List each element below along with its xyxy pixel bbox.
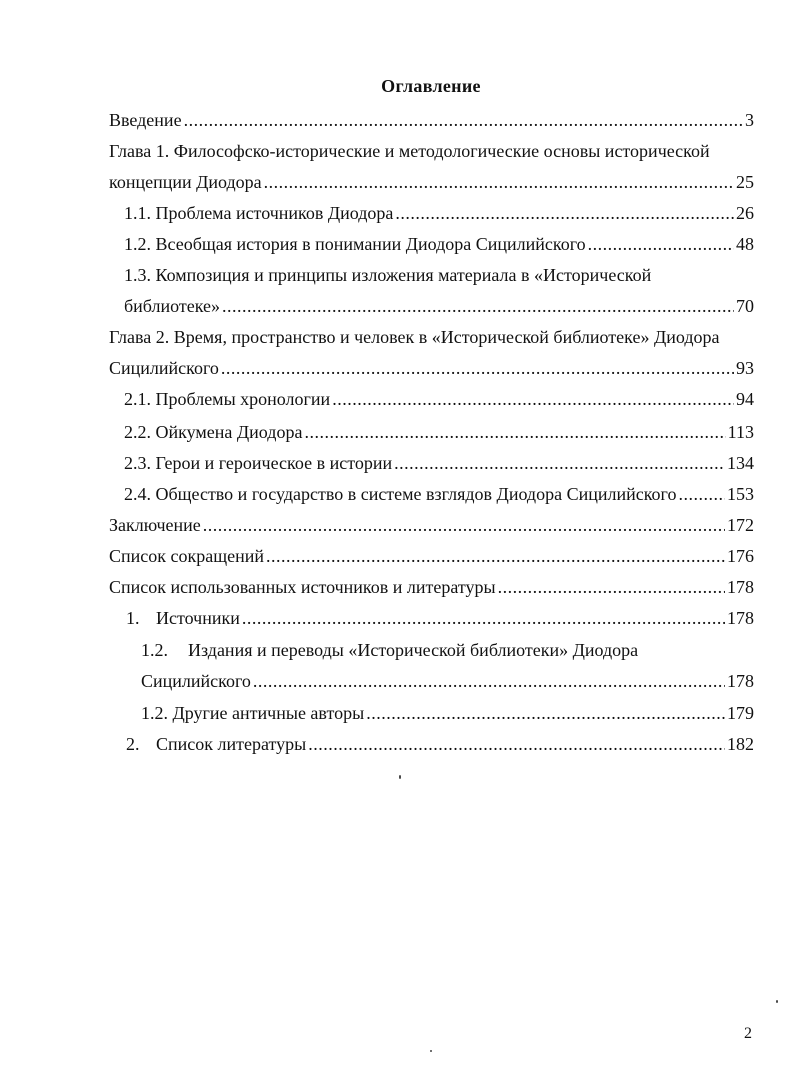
toc-entry-page: 172 bbox=[727, 515, 754, 535]
leader-dots bbox=[222, 295, 734, 317]
leader-dots bbox=[203, 514, 725, 536]
toc-entry-text: Сицилийского bbox=[141, 671, 251, 691]
leader-dots bbox=[308, 733, 725, 755]
toc-section-2-1 bbox=[124, 388, 754, 410]
toc-entry-page: 94 bbox=[736, 389, 754, 409]
leader-dots bbox=[679, 483, 726, 505]
toc-entry-text: 2.4. Общество и государство в системе взглядов Диодора Сицилийского bbox=[124, 484, 677, 504]
leader-dots bbox=[498, 576, 725, 598]
toc-entry-text: 2.1. Проблемы хронологии bbox=[124, 389, 331, 409]
toc-entry-intro bbox=[109, 109, 754, 131]
toc-sources-1-2-editions bbox=[141, 670, 754, 692]
toc-entry-text: Список сокращений bbox=[109, 546, 264, 566]
toc-entry-text: Введение bbox=[109, 110, 182, 130]
toc-entry-page: 134 bbox=[727, 453, 754, 473]
leader-dots bbox=[266, 545, 725, 567]
leader-dots bbox=[304, 421, 725, 443]
toc-entry-text: концепции Диодора bbox=[109, 172, 262, 192]
toc-entry-page: 178 bbox=[727, 608, 754, 628]
toc-entry-page: 93 bbox=[736, 358, 754, 378]
toc-entry-text: Сицилийского bbox=[109, 358, 219, 378]
toc-entry-conclusion bbox=[109, 514, 754, 536]
toc-sources-1 bbox=[126, 607, 754, 629]
page-number: 2 bbox=[744, 1025, 752, 1042]
toc-entry-page: 3 bbox=[745, 110, 754, 130]
toc-entry-text: Заключение bbox=[109, 515, 201, 535]
toc-entry-text: Список использованных источников и литературы bbox=[109, 577, 496, 597]
toc-section-2-3 bbox=[124, 452, 754, 474]
leader-dots bbox=[366, 702, 725, 724]
toc-chapter-1-line-1: Глава 1. Философско-исторические и методологические основы исторической bbox=[109, 141, 710, 161]
leader-dots bbox=[588, 233, 734, 255]
toc-entry-page: 26 bbox=[736, 203, 754, 223]
toc-title: Оглавление bbox=[381, 76, 481, 96]
toc-sources-1-2-other-authors bbox=[141, 702, 754, 724]
toc-entry-page: 176 bbox=[727, 546, 754, 566]
toc-chapter-1 bbox=[109, 171, 754, 193]
toc-entry-page: 70 bbox=[736, 296, 754, 316]
scan-speck bbox=[430, 1050, 432, 1052]
toc-entry-abbreviations bbox=[109, 545, 754, 567]
leader-dots bbox=[253, 670, 725, 692]
toc-sources-2 bbox=[126, 733, 754, 755]
toc-entry-page: 178 bbox=[727, 577, 754, 597]
toc-section-1-3 bbox=[124, 295, 754, 317]
toc-section-1-2 bbox=[124, 233, 754, 255]
toc-section-2-2 bbox=[124, 421, 754, 443]
list-number: 2. bbox=[126, 734, 140, 754]
list-number: 1. bbox=[126, 608, 140, 628]
toc-entry-page: 48 bbox=[736, 234, 754, 254]
toc-sources-1-2-editions-line-1 bbox=[141, 639, 638, 661]
toc-entry-text: 1.2. Всеобщая история в понимании Диодора Сицилийского bbox=[124, 234, 586, 254]
toc-entry-page: 113 bbox=[727, 422, 754, 442]
leader-dots bbox=[395, 202, 734, 224]
toc-chapter-2 bbox=[109, 357, 754, 379]
scan-speck bbox=[776, 1000, 778, 1003]
toc-chapter-2-line-1: Глава 2. Время, пространство и человек в «Исторической библиотеке» Диодора bbox=[109, 327, 720, 347]
toc-entry-text: 2.2. Ойкумена Диодора bbox=[124, 422, 303, 442]
toc-entry-text: библиотеке» bbox=[124, 296, 221, 316]
toc-entry-page: 179 bbox=[727, 703, 754, 723]
toc-entry-sources bbox=[109, 576, 754, 598]
list-number: 1.2. bbox=[141, 640, 168, 660]
scan-speck bbox=[399, 775, 401, 779]
leader-dots bbox=[184, 109, 743, 131]
toc-entry-text: 1.2. Другие античные авторы bbox=[141, 703, 365, 723]
toc-section-1-3-line-1: 1.3. Композиция и принципы изложения материала в «Исторической bbox=[124, 265, 652, 285]
leader-dots bbox=[264, 171, 734, 193]
leader-dots bbox=[394, 452, 725, 474]
toc-entry-page: 178 bbox=[727, 671, 754, 691]
toc-section-1-1 bbox=[124, 202, 754, 224]
toc-entry-text: Источники bbox=[156, 608, 240, 628]
toc-entry-page: 25 bbox=[736, 172, 754, 192]
leader-dots bbox=[242, 607, 725, 629]
toc-entry-text: 2.3. Герои и героическое в истории bbox=[124, 453, 393, 473]
leader-dots bbox=[221, 357, 734, 379]
toc-entry-page: 153 bbox=[727, 484, 754, 504]
toc-entry-text: 1.1. Проблема источников Диодора bbox=[124, 203, 394, 223]
toc-section-2-4 bbox=[124, 483, 754, 505]
toc-entry-text: Издания и переводы «Исторической библиотеки» Диодора bbox=[188, 640, 639, 660]
leader-dots bbox=[332, 388, 734, 410]
toc-entry-page: 182 bbox=[727, 734, 754, 754]
toc-entry-text: Список литературы bbox=[156, 734, 307, 754]
